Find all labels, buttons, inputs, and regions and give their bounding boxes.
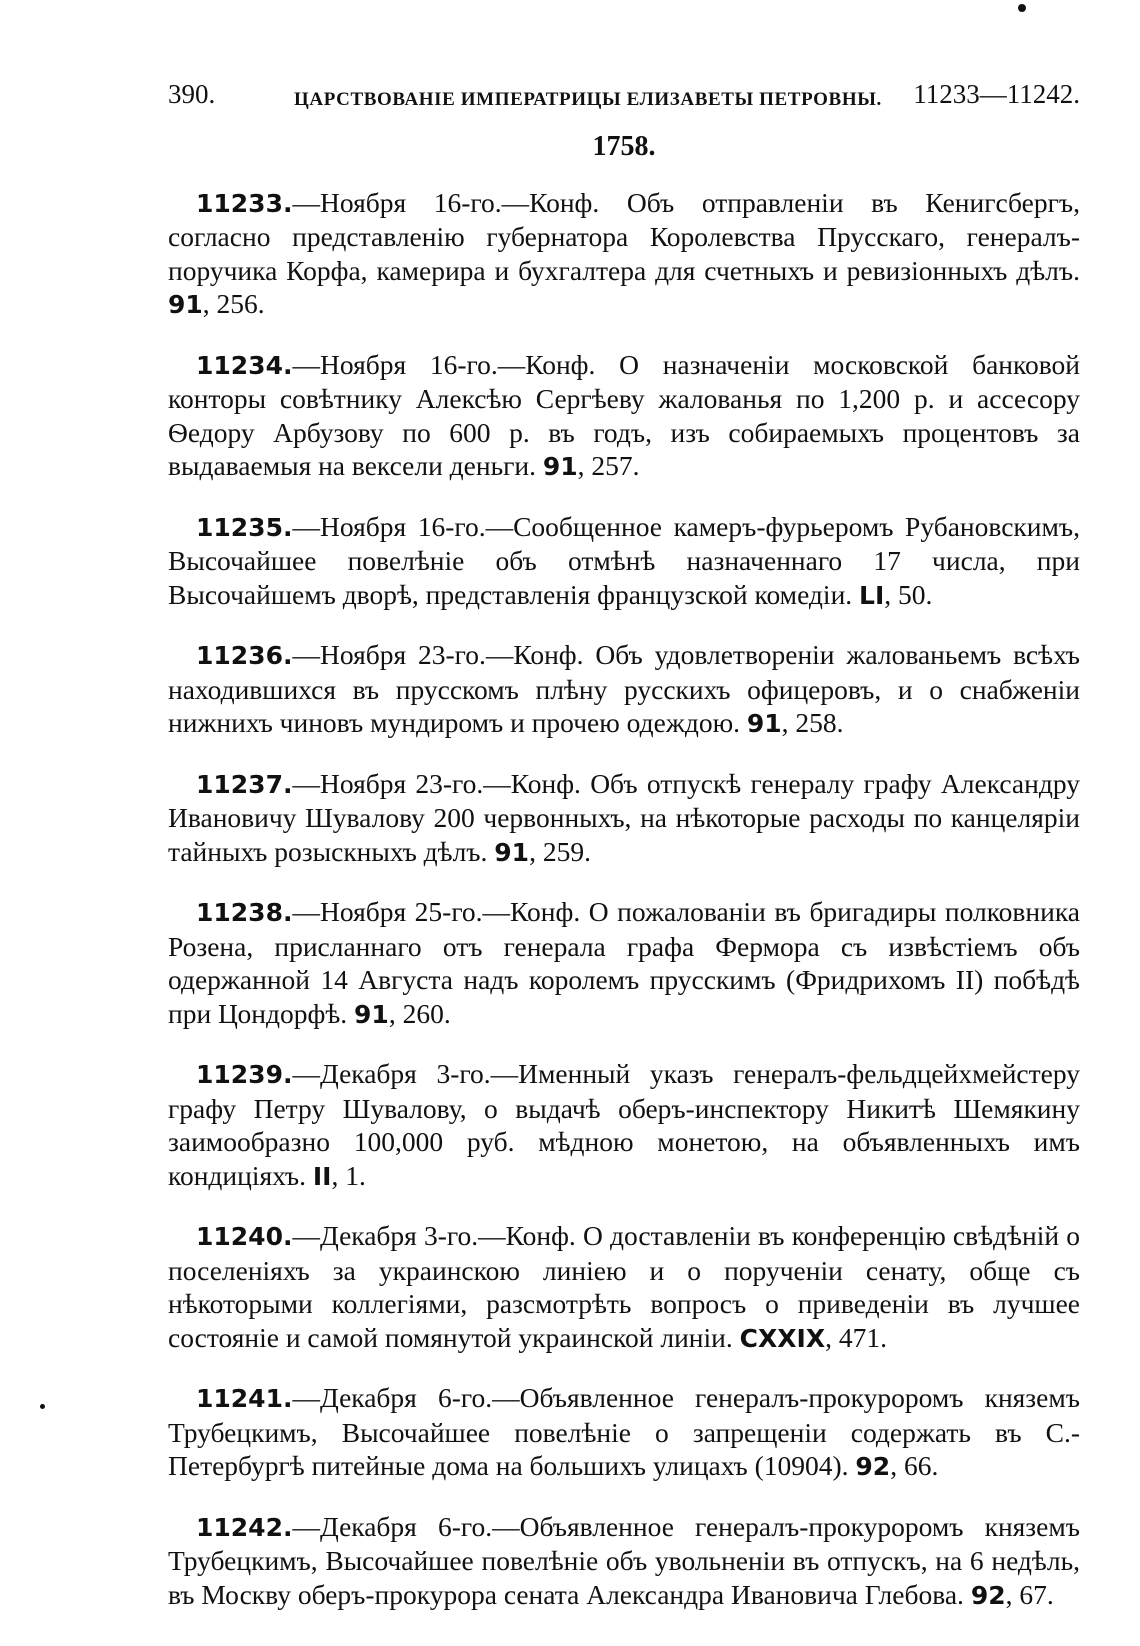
decree-entry [168, 767, 1080, 870]
source-volume: II [312, 1161, 332, 1191]
source-volume: CXXIX [739, 1323, 826, 1353]
entry-text: —Ноября 23-го.—Конф. Объ отпускѣ генералу графу Александру Ивановичу Шувалову 200 червонныхъ, на нѣкоторые расходы по канцеляріи тайныхъ розыскныхъ дѣлъ. [168, 767, 1080, 867]
entry-text: —Декабря 6-го.—Объявленное генералъ-прокуроромъ княземъ Трубецкимъ, Высочайшее повелѣніе о запрещеніи содержать въ С.-Петербургѣ питейные дома на большихъ улицахъ (10904). [168, 1382, 1080, 1482]
entry-number: 11239. [196, 1060, 293, 1090]
decree-entry [168, 348, 1080, 484]
entry-number: 11234. [196, 350, 293, 380]
decree-entry [168, 186, 1080, 322]
entry-number: 11242. [196, 1512, 293, 1542]
decree-entry [168, 1381, 1080, 1484]
entry-number: 11238. [196, 898, 293, 928]
decree-entry [168, 1510, 1080, 1613]
entries-list [168, 186, 1080, 1613]
source-volume: 91 [746, 709, 782, 739]
source-page: , 259. [529, 835, 591, 867]
decree-entry [168, 1219, 1080, 1355]
entry-number: 11235. [196, 512, 293, 542]
entry-text: —Декабря 6-го.—Объявленное генералъ-прокуроромъ княземъ Трубецкимъ, Высочайшее повелѣніе объ увольненіи въ отпускъ, на 6 недѣль, въ Москву оберъ-прокурора сената Александра Ивановича Глебова. [168, 1510, 1080, 1610]
page-number: 390. [168, 79, 216, 109]
speck-left-margin [40, 1404, 45, 1409]
document-page [168, 68, 1080, 1638]
decree-entry [168, 510, 1080, 613]
entry-text: —Ноября 16-го.—Конф. Объ отправленіи въ Кенигсбергъ, согласно представленію губернатора Королевства Прусскаго, генералъ-поручика Корфа, камерира и бухгалтера для счетныхъ и ревизіонныхъ дѣлъ. [168, 186, 1080, 286]
entry-text: —Декабря 3-го.—Конф. О доставленіи въ конференцію свѣдѣній о поселеніяхъ за украинскою линіею и о порученіи сенату, обще съ нѣкоторыми коллегіями, разсмотрѣть вопросъ о приведеніи въ лучшее состояніе и самой помянутой украинской линіи. [168, 1220, 1080, 1353]
source-page: , 257. [577, 450, 640, 482]
decree-entry [168, 638, 1080, 741]
running-head [168, 68, 1080, 114]
source-volume: 91 [354, 999, 389, 1029]
decree-entry [168, 1057, 1080, 1193]
source-page: , 260. [388, 997, 451, 1029]
source-volume: LI [859, 580, 885, 610]
source-volume: 91 [542, 452, 578, 482]
entry-range: 11233—11242. [913, 79, 1080, 109]
source-page: , 1. [331, 1159, 366, 1191]
entry-number: 11233. [196, 188, 293, 218]
entry-number: 11236. [196, 641, 293, 671]
year-heading: 1758. [592, 131, 656, 162]
entry-text: —Ноября 23-го.—Конф. Объ удовлетвореніи жалованьемъ всѣхъ находившихся въ прусскомъ плѣну русскихъ офицеровъ, и о снабженіи нижнихъ чиновъ мундиромъ и прочею одеждою. [168, 639, 1080, 739]
source-volume: 91 [168, 290, 203, 320]
source-page: , 50. [884, 578, 933, 610]
source-page: , 256. [202, 288, 265, 320]
decree-entry [168, 895, 1080, 1031]
entry-text: —Ноября 16-го.—Конф. О назначеніи московской банковой конторы совѣтнику Алексѣю Сергѣеву жалованья по 1,200 р. и ассесору Ѳедору Арбузову по 600 р. въ годъ, изъ собираемыхъ процентовъ за выдаваемыя на вексели деньги. [168, 348, 1080, 482]
source-page: , 258. [781, 707, 844, 739]
entry-number: 11237. [196, 769, 293, 799]
source-page: , 471. [825, 1321, 887, 1353]
source-volume: 92 [855, 1452, 891, 1482]
speck-top-right [1018, 4, 1026, 12]
source-page: , 66. [890, 1450, 939, 1482]
entry-number: 11241. [196, 1384, 293, 1414]
source-volume: 91 [494, 837, 530, 867]
source-volume: 92 [970, 1580, 1006, 1610]
entry-text: —Ноября 16-го.—Сообщенное камеръ-фурьеромъ Рубановскимъ, Высочайшее повелѣніе объ отмѣнѣ назначеннаго 17 числа, при Высочайшемъ дворѣ, представленія французской комедіи. [168, 510, 1080, 610]
entry-number: 11240. [196, 1222, 293, 1252]
entry-text: —Декабря 3-го.—Именный указъ генералъ-фельдцейхмейстеру графу Петру Шувалову, о выдачѣ оберъ-инспектору Никитѣ Шемякину заимообразно 100,000 руб. мѣдною монетою, на объявленныхъ имъ кондиціяхъ. [168, 1058, 1080, 1191]
running-title: ЦАРСТВОВАНІЕ ИМПЕРАТРИЦЫ ЕЛИЗАВЕТЫ ПЕТРОВНЫ. [294, 89, 882, 110]
entry-text: —Ноября 25-го.—Конф. О пожалованіи въ бригадиры полковника Розена, присланнаго отъ генерала графа Фермора съ извѣстіемъ объ одержанной 14 Августа надъ королемъ прусскимъ (Фридрихомъ II) побѣдѣ при Цондорфѣ. [168, 896, 1080, 1029]
source-page: , 67. [1005, 1578, 1054, 1610]
